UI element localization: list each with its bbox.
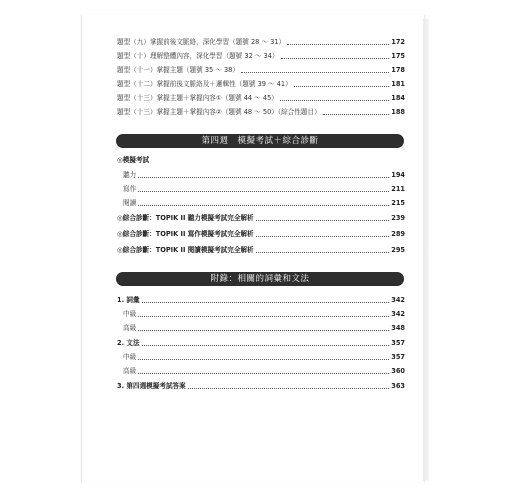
leader-dots (142, 302, 390, 303)
toc-entry-label: 3. 第四週模擬考試答案 (117, 382, 186, 390)
toc-entry (117, 50, 405, 62)
leader-dots (138, 177, 389, 178)
toc-entry-label: 題型（十二）掌握前後文脈絡及＋邏輯性（題號 39 ～ 41） (117, 80, 292, 88)
leader-dots (256, 236, 390, 237)
toc-entry (117, 64, 405, 76)
toc-entry-page: 357 (391, 339, 405, 347)
section-header-week4: 第四週 模擬考試＋綜合診斷 (116, 134, 404, 148)
toc-entry-page: 239 (391, 214, 405, 222)
toc-entry (123, 351, 405, 363)
toc-entry-label: ◎綜合診斷：TOPIK II 寫作模擬考試完全解析 (117, 230, 254, 238)
leader-dots (256, 220, 390, 221)
toc-entry-page: 194 (391, 171, 405, 179)
leader-dots (188, 388, 390, 389)
section-header-appendix: 附錄：相關的詞彙和文法 (116, 272, 404, 286)
toc-entry-label: 高級 (123, 367, 137, 375)
toc-entry (123, 365, 405, 377)
toc-entry-page: 360 (391, 367, 405, 375)
toc-entry-label: ◎綜合診斷：TOPIK II 聽力模擬考試完全解析 (117, 214, 254, 222)
leader-dots (138, 330, 389, 331)
toc-entry-page: 188 (391, 108, 405, 116)
toc-entry (123, 322, 405, 334)
toc-entry (117, 244, 405, 256)
toc-entry (117, 36, 405, 48)
toc-entry-page: 357 (391, 353, 405, 361)
toc-entry-label: ◎綜合診斷：TOPIK II 閱讀模擬考試完全解析 (117, 246, 254, 254)
leader-dots (294, 86, 390, 87)
toc-entry (117, 78, 405, 90)
page-edge (423, 19, 429, 481)
mock-exam-title (117, 154, 405, 166)
toc-entry-label: 題型（十一）掌握主題（題號 35 ～ 38） (117, 66, 239, 74)
toc-entry-page: 342 (391, 296, 405, 304)
toc-entry (117, 380, 405, 392)
toc-entry-label: 中級 (123, 310, 137, 318)
toc-entry-label: 2. 文法 (117, 339, 140, 347)
toc-entry-page: 181 (391, 80, 405, 88)
mock-exam-label: ◎模擬考試 (117, 156, 150, 164)
toc-entry-page: 215 (391, 199, 405, 207)
toc-entry-page: 289 (391, 230, 405, 238)
toc-entry (123, 197, 405, 209)
leader-dots (287, 44, 389, 45)
leader-dots (241, 72, 389, 73)
toc-entry-page: 178 (391, 66, 405, 74)
toc-entry (117, 92, 405, 104)
leader-dots (280, 100, 389, 101)
toc-entry-page: 184 (391, 94, 405, 102)
toc-entry (117, 106, 405, 118)
toc-entry (117, 212, 405, 224)
toc-entry (117, 228, 405, 240)
toc-entry-label: 題型（十）理解整體內容，深化學習（題號 32 ～ 34） (117, 52, 279, 60)
leader-dots (256, 252, 390, 253)
toc-entry-label: 題型（十三）掌握主題＋掌握內容②（題號 48 ～ 50）（綜合性題目） (117, 108, 321, 116)
toc-entry (123, 183, 405, 195)
toc-entry-label: 中級 (123, 353, 137, 361)
leader-dots (138, 191, 389, 192)
toc-entry-page: 363 (391, 382, 405, 390)
leader-dots (323, 114, 390, 115)
toc-entry (117, 294, 405, 306)
leader-dots (138, 373, 389, 374)
toc-entry-page: 175 (391, 52, 405, 60)
toc-entry-label: 聽力 (123, 171, 137, 179)
leader-dots (138, 205, 389, 206)
toc-entry-label: 1. 詞彙 (117, 296, 140, 304)
toc-entry-page: 342 (391, 310, 405, 318)
toc-entry (117, 337, 405, 349)
toc-entry-label: 題型（十三）掌握主題＋掌握內容①（題號 44 ～ 45） (117, 94, 278, 102)
toc-entry (123, 308, 405, 320)
leader-dots (138, 359, 389, 360)
toc-entry-label: 高級 (123, 324, 137, 332)
toc-entry (123, 169, 405, 181)
toc-entry-page: 295 (391, 246, 405, 254)
toc-entry-page: 172 (391, 38, 405, 46)
leader-dots (281, 58, 390, 59)
leader-dots (138, 316, 389, 317)
toc-entry-page: 348 (391, 324, 405, 332)
toc-entry-label: 寫作 (123, 185, 137, 193)
leader-dots (142, 345, 390, 346)
toc-entry-label: 題型（九）掌握前後文脈絡，深化學習（題號 28 ～ 31） (117, 38, 286, 46)
toc-entry-label: 閱讀 (123, 199, 137, 207)
toc-entry-page: 211 (391, 185, 405, 193)
